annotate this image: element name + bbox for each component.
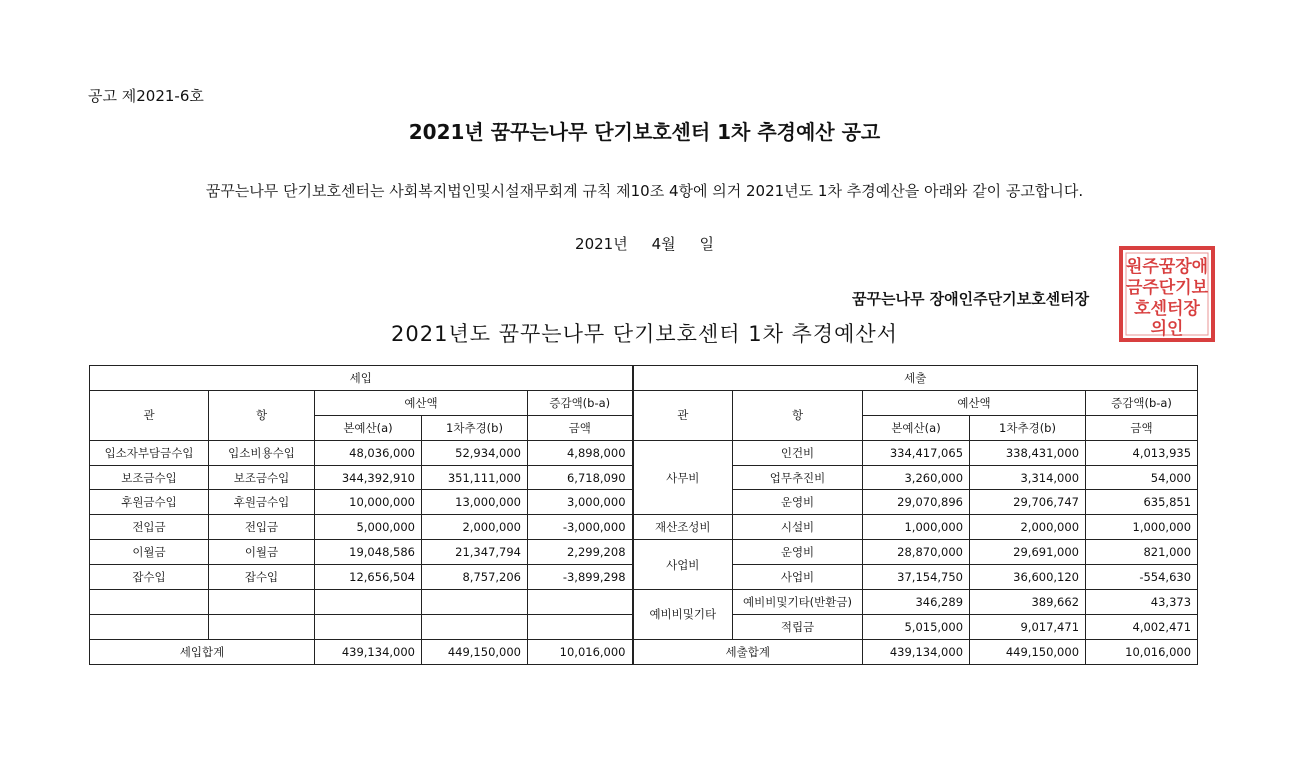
rev-empty-cell [90,614,209,639]
exp-hang: 운영비 [733,490,863,515]
exp-hang-header: 항 [733,390,863,440]
notice-date [0,233,1289,254]
exp-original: 5,015,000 [863,614,970,639]
exp-supp: 9,017,471 [970,614,1086,639]
exp-supp-header: 1차추경(b) [970,415,1086,440]
rev-supp: 351,111,000 [422,465,528,490]
rev-hang: 후원금수입 [209,490,315,515]
table-row [90,540,1198,565]
exp-diff: 4,002,471 [1086,614,1198,639]
rev-gwan-header: 관 [90,390,209,440]
exp-budget-header: 예산액 [863,390,1086,415]
rev-original: 19,048,586 [315,540,422,565]
exp-gwan-office: 사무비 [633,440,733,515]
notice-body: 꿈꾸는나무 단기보호센터는 사회복지법인및시설재무회계 규칙 제10조 4항에 의거 2021년도 1차 추경예산을 아래와 같이 공고합니다. [205,182,1084,200]
exp-original: 28,870,000 [863,540,970,565]
rev-empty-cell [209,590,315,615]
exp-hang: 사업비 [733,565,863,590]
rev-empty-cell [315,614,422,639]
rev-hang: 전입금 [209,515,315,540]
table-row [90,515,1198,540]
rev-original: 344,392,910 [315,465,422,490]
exp-original-header: 본예산(a) [863,415,970,440]
exp-diff: 821,000 [1086,540,1198,565]
rev-diff: 4,898,000 [528,440,633,465]
seal-line-3: 호센터장 [1134,299,1200,319]
rev-gwan: 보조금수입 [90,465,209,490]
rev-original: 48,036,000 [315,440,422,465]
rev-hang: 입소비용수입 [209,440,315,465]
exp-gwan-header: 관 [633,390,733,440]
date-day: 일 [699,235,714,253]
organization-name: 꿈꾸는나무 장애인주단기보호센터장 [852,290,1090,308]
rev-original: 12,656,504 [315,565,422,590]
exp-hang: 업무추진비 [733,465,863,490]
seal-line-1: 원주꿈장애 [1125,257,1209,277]
exp-hang: 운영비 [733,540,863,565]
table-title: 2021년도 꿈꾸는나무 단기보호센터 1차 추경예산서 [391,322,898,346]
rev-empty-cell [422,614,528,639]
rev-empty-cell [422,590,528,615]
rev-hang: 이월금 [209,540,315,565]
rev-empty-cell [528,614,633,639]
rev-empty-cell [315,590,422,615]
exp-diff: 635,851 [1086,490,1198,515]
totals-row [90,639,1198,664]
section-header-row [90,366,1198,391]
table-row [90,590,1198,615]
exp-supp: 338,431,000 [970,440,1086,465]
rev-diff: 6,718,090 [528,465,633,490]
rev-original-header: 본예산(a) [315,415,422,440]
rev-hang: 보조금수입 [209,465,315,490]
page-title: 2021년 꿈꾸는나무 단기보호센터 1차 추경예산 공고 [408,120,881,144]
exp-original: 346,289 [863,590,970,615]
exp-original: 37,154,750 [863,565,970,590]
expense-total-supp: 449,150,000 [970,639,1086,664]
exp-hang: 시설비 [733,515,863,540]
rev-amount-header: 금액 [528,415,633,440]
exp-original: 29,070,896 [863,490,970,515]
budget-table [89,365,1198,665]
revenue-total-original: 439,134,000 [315,639,422,664]
exp-amount-header: 금액 [1086,415,1198,440]
seal-line-2: 금주단기보 [1125,278,1209,298]
date-year: 2021년 [575,235,628,253]
rev-diff: -3,000,000 [528,515,633,540]
rev-gwan: 후원금수입 [90,490,209,515]
exp-supp: 3,314,000 [970,465,1086,490]
exp-diff-header: 증감액(b-a) [1086,390,1198,415]
exp-diff: 4,013,935 [1086,440,1198,465]
rev-diff: -3,899,298 [528,565,633,590]
exp-hang: 인건비 [733,440,863,465]
exp-original: 1,000,000 [863,515,970,540]
exp-supp: 2,000,000 [970,515,1086,540]
rev-gwan: 잡수입 [90,565,209,590]
rev-diff-header: 증감액(b-a) [528,390,633,415]
expense-section-header: 세출 [633,366,1198,391]
expense-total-diff: 10,016,000 [1086,639,1198,664]
exp-supp: 29,691,000 [970,540,1086,565]
rev-supp-header: 1차추경(b) [422,415,528,440]
rev-gwan: 입소자부담금수입 [90,440,209,465]
exp-diff: -554,630 [1086,565,1198,590]
rev-hang-header: 항 [209,390,315,440]
exp-original: 3,260,000 [863,465,970,490]
revenue-total-label: 세입합계 [90,639,315,664]
exp-hang: 예비비및기타(반환금) [733,590,863,615]
exp-diff: 1,000,000 [1086,515,1198,540]
exp-supp: 36,600,120 [970,565,1086,590]
exp-gwan-business: 사업비 [633,540,733,590]
rev-empty-cell [209,614,315,639]
exp-hang: 적립금 [733,614,863,639]
rev-original: 5,000,000 [315,515,422,540]
notice-number: 공고 제2021-6호 [88,87,204,105]
date-month: 4월 [651,235,676,253]
rev-supp: 2,000,000 [422,515,528,540]
rev-empty-cell [90,590,209,615]
exp-supp: 389,662 [970,590,1086,615]
rev-supp: 52,934,000 [422,440,528,465]
exp-diff: 54,000 [1086,465,1198,490]
exp-gwan-property: 재산조성비 [633,515,733,540]
rev-diff: 2,299,208 [528,540,633,565]
table-row [90,440,1198,465]
seal-line-4: 의인 [1150,319,1184,339]
rev-original: 10,000,000 [315,490,422,515]
revenue-total-diff: 10,016,000 [528,639,633,664]
revenue-section-header: 세입 [90,366,633,391]
rev-hang: 잡수입 [209,565,315,590]
exp-supp: 29,706,747 [970,490,1086,515]
rev-supp: 21,347,794 [422,540,528,565]
expense-total-label: 세출합계 [633,639,863,664]
rev-supp: 13,000,000 [422,490,528,515]
exp-original: 334,417,065 [863,440,970,465]
expense-total-original: 439,134,000 [863,639,970,664]
rev-empty-cell [528,590,633,615]
rev-gwan: 이월금 [90,540,209,565]
exp-diff: 43,373 [1086,590,1198,615]
rev-supp: 8,757,206 [422,565,528,590]
rev-diff: 3,000,000 [528,490,633,515]
rev-budget-header: 예산액 [315,390,528,415]
revenue-total-supp: 449,150,000 [422,639,528,664]
column-header-row-1 [90,390,1198,415]
exp-gwan-reserve: 예비비및기타 [633,590,733,640]
rev-gwan: 전입금 [90,515,209,540]
